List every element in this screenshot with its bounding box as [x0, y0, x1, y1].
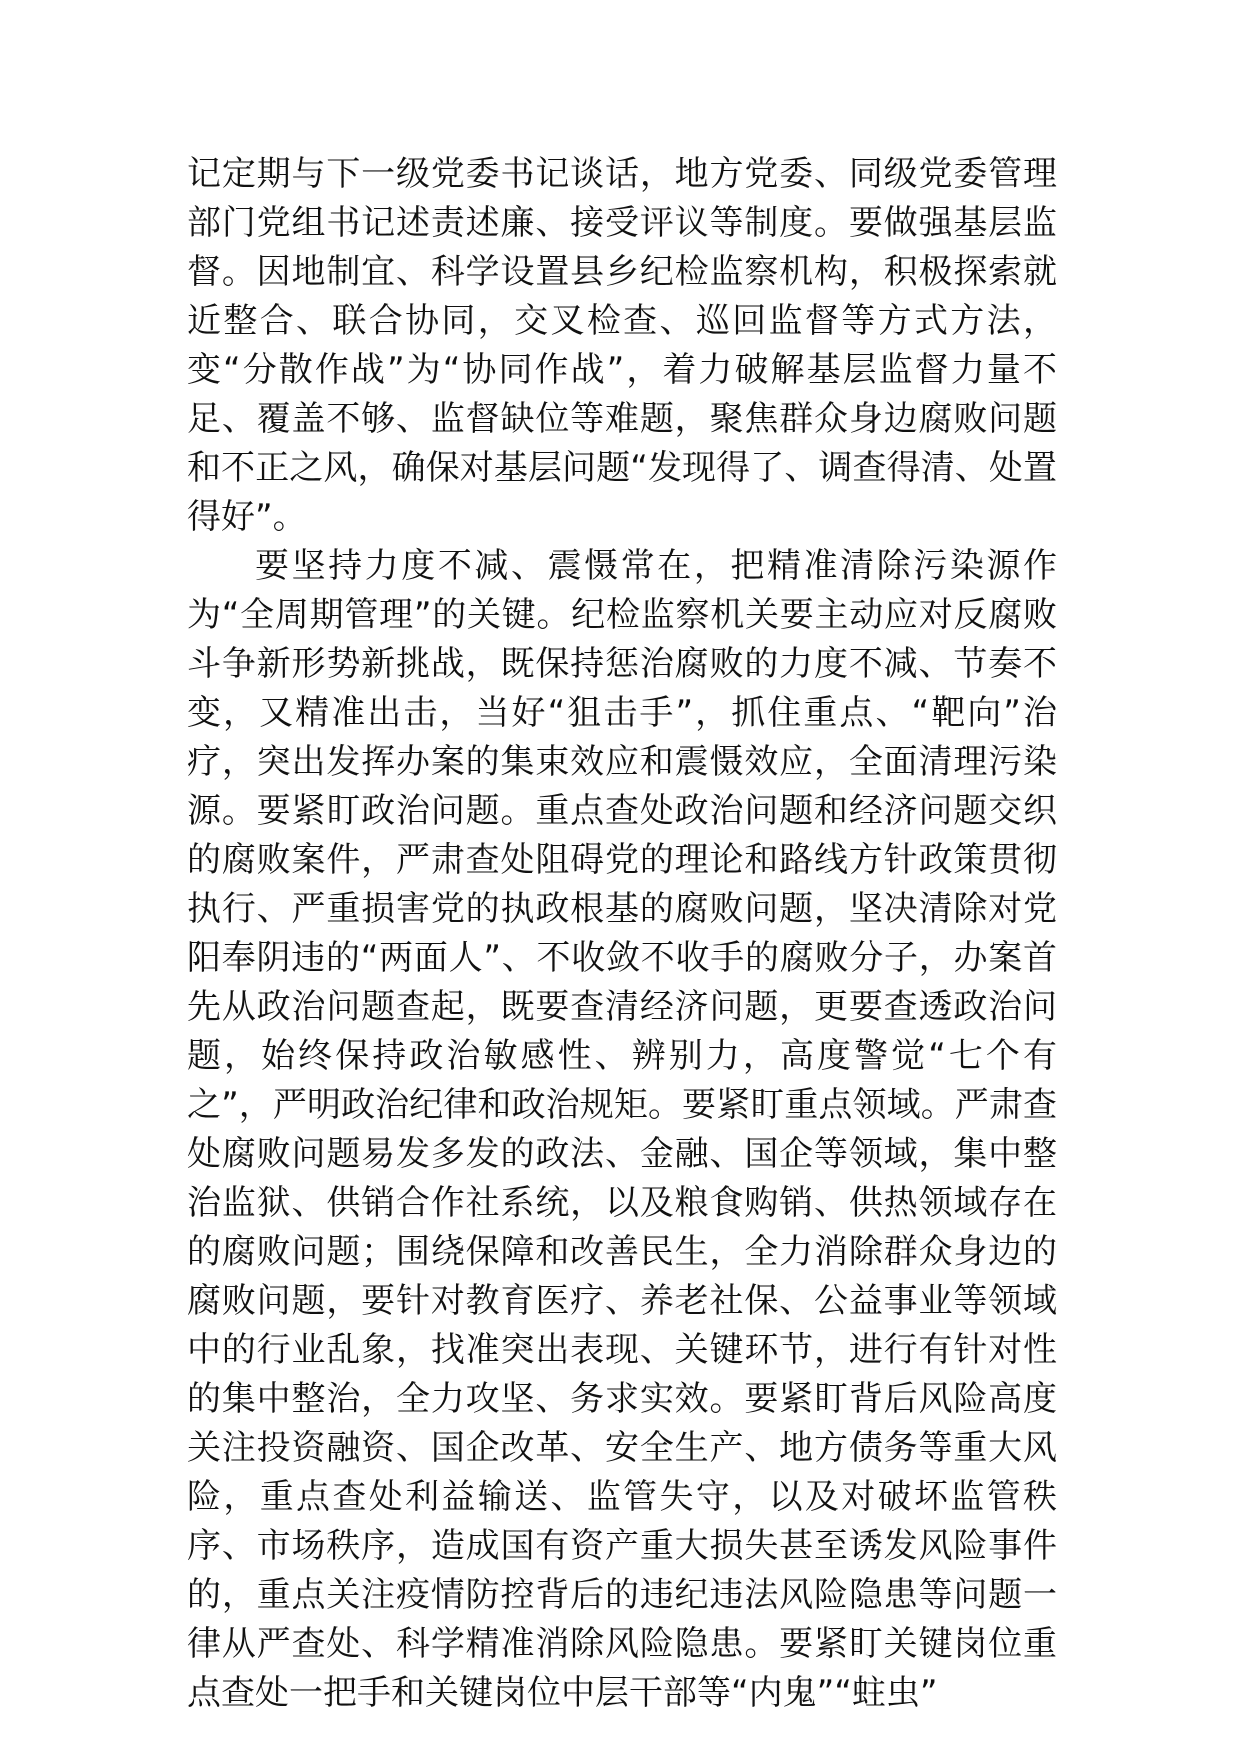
- paragraph-continued: 记定期与下一级党委书记谈话，地方党委、同级党委管理部门党组书记述责述廉、接受评议等制度。要做强基层监督。因地制宜、科学设置县乡纪检监察机构，积极探索就近整合、联合协同，交叉检查、巡回监督等方式方法，变“分散作战”为“协同作战”，着力破解基层监督力量不足、覆盖不够、监督缺位等难题，聚焦群众身边腐败问题和不正之风，确保对基层问题“发现得了、调查得清、处置得好”。: [187, 154, 1057, 537]
- paragraph: 要坚持力度不减、震慑常在，把精准清除污染源作为“全周期管理”的关键。纪检监察机关要主动应对反腐败斗争新形势新挑战，既保持惩治腐败的力度不减、节奏不变，又精准出击，当好“狙击手”，抓住重点、“靶向”治疗，突出发挥办案的集束效应和震慑效应，全面清理污染源。要紧盯政治问题。重点查处政治问题和经济问题交织的腐败案件，严肃查处阻碍党的理论和路线方针政策贯彻执行、严重损害党的执政根基的腐败问题，坚决清除对党阳奉阴违的“两面人”、不收敛不收手的腐败分子，办案首先从政治问题查起，既要查清经济问题，更要查透政治问题，始终保持政治敏感性、辨别力，高度警觉“七个有之”，严明政治纪律和政治规矩。要紧盯重点领域。严肃查处腐败问题易发多发的政法、金融、国企等领域，集中整治监狱、供销合作社系统，以及粮食购销、供热领域存在的腐败问题；围绕保障和改善民生，全力消除群众身边的腐败问题，要针对教育医疗、养老社保、公益事业等领域中的行业乱象，找准突出表现、关键环节，进行有针对性的集中整治，全力攻坚、务求实效。要紧盯背后风险高度关注投资融资、国企改革、安全生产、地方债务等重大风险，重点查处利益输送、监管失守，以及对破坏监管秩序、市场秩序，造成国有资产重大损失甚至诱发风险事件的，重点关注疫情防控背后的违纪违法风险隐患等问题一律从严查处、科学精准消除风险隐患。要紧盯关键岗位重点查处一把手和关键岗位中层干部等“内鬼”“蛀虫”: [187, 546, 1057, 1713]
- body-text: [187, 150, 1057, 1718]
